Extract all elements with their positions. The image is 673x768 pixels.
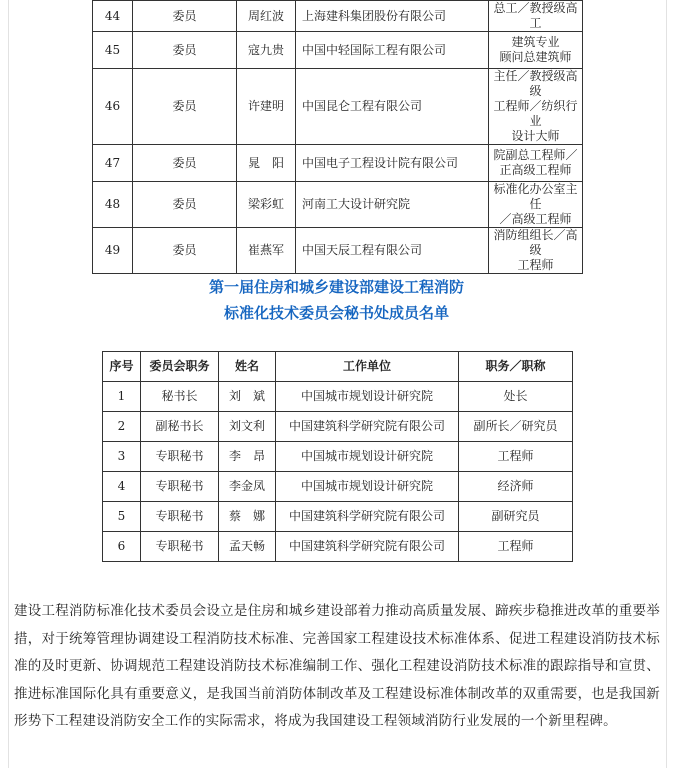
position-title: [489, 182, 583, 228]
member-name: 周红波: [237, 1, 296, 32]
committee-role: 委员: [133, 182, 237, 228]
position-title: 工程师: [459, 532, 573, 562]
position-line: 主任／教授级高级: [493, 69, 578, 98]
work-unit: 中国建筑科学研究院有限公司: [276, 532, 459, 562]
table-row: [93, 145, 583, 182]
position-title: [489, 69, 583, 145]
secretariat-title-line1: 第一届住房和城乡建设部建设工程消防: [208, 278, 464, 296]
secretariat-members-table: [102, 351, 573, 562]
committee-role: 委员: [133, 228, 237, 274]
header-company: 工作单位: [276, 352, 459, 382]
committee-role: 秘书长: [141, 382, 219, 412]
table-row: [93, 32, 583, 69]
committee-role: 专职秘书: [141, 502, 219, 532]
member-name: 梁彩虹: [237, 182, 296, 228]
work-unit: 河南工大设计研究院: [296, 182, 489, 228]
work-unit: 中国昆仑工程有限公司: [296, 69, 489, 145]
committee-role: 委员: [133, 145, 237, 182]
table-row: [93, 1, 583, 32]
table-row: [103, 472, 573, 502]
table-row: [93, 228, 583, 274]
row-number: 48: [93, 182, 133, 228]
table-row: [93, 69, 583, 145]
committee-role: 委员: [133, 32, 237, 69]
position-title: 副研究员: [459, 502, 573, 532]
position-line: 工程师／纺织行业: [493, 99, 578, 128]
row-number: 1: [103, 382, 141, 412]
position-title: 经济师: [459, 472, 573, 502]
position-line: ／高级工程师: [499, 212, 572, 226]
member-name: 蔡 娜: [219, 502, 276, 532]
work-unit: 中国电子工程设计院有限公司: [296, 145, 489, 182]
row-number: 47: [93, 145, 133, 182]
row-number: 45: [93, 32, 133, 69]
committee-role: 副秘书长: [141, 412, 219, 442]
table-row: [93, 182, 583, 228]
position-line: 标准化办公室主任: [493, 182, 578, 211]
page-left-border: [8, 0, 9, 768]
committee-members-table: [92, 0, 583, 274]
committee-role: 委员: [133, 1, 237, 32]
position-line: 建筑专业: [511, 35, 560, 49]
member-name: 晁 阳: [237, 145, 296, 182]
header-no: 序号: [103, 352, 141, 382]
member-name: 孟天畅: [219, 532, 276, 562]
committee-role: 专职秘书: [141, 532, 219, 562]
work-unit: 中国天辰工程有限公司: [296, 228, 489, 274]
committee-role: 专职秘书: [141, 442, 219, 472]
work-unit: 中国建筑科学研究院有限公司: [276, 502, 459, 532]
work-unit: 中国城市规划设计研究院: [276, 472, 459, 502]
page-right-border: [666, 0, 667, 768]
row-number: 44: [93, 1, 133, 32]
work-unit: 中国城市规划设计研究院: [276, 442, 459, 472]
member-name: 许建明: [237, 69, 296, 145]
position-title: 副所长／研究员: [459, 412, 573, 442]
work-unit: 上海建科集团股份有限公司: [296, 1, 489, 32]
member-name: 刘文利: [219, 412, 276, 442]
position-line: 院副总工程师／: [493, 148, 578, 162]
member-name: 寇九贵: [237, 32, 296, 69]
body-paragraph: 建设工程消防标准化技术委员会设立是住房和城乡建设部着力推动高质量发展、蹄疾步稳推进改革的重要举措，对于统筹管理协调建设工程消防技术标准、完善国家工程建设技术标准体系、促进工程建设消防技术标准的及时更新、协调规范工程建设消防技术标准编制工作、强化工程建设消防技术标准的跟踪指导和宣贯、推进标准国际化具有重要意义，是我国当前消防体制改革及工程建设标准体制改革的双重需要，也是我国新形势下工程建设消防安全工作的实际需求，将成为我国建设工程领域消防行业发展的一个新里程碑。: [14, 603, 660, 729]
table-row: [103, 412, 573, 442]
position-title: [489, 32, 583, 69]
table-row: [103, 382, 573, 412]
position-title: [489, 145, 583, 182]
position-line: 总工／教授级高工: [493, 1, 578, 30]
position-line: 顾问总建筑师: [499, 50, 572, 64]
position-line: 工程师: [517, 258, 554, 272]
header-name: 姓名: [219, 352, 276, 382]
work-unit: 中国城市规划设计研究院: [276, 382, 459, 412]
row-number: 2: [103, 412, 141, 442]
position-line: 正高级工程师: [499, 163, 572, 177]
member-name: 刘 斌: [219, 382, 276, 412]
position-line: 设计大师: [511, 129, 560, 143]
position-title: [489, 228, 583, 274]
work-unit: 中国建筑科学研究院有限公司: [276, 412, 459, 442]
member-name: 李金凤: [219, 472, 276, 502]
row-number: 4: [103, 472, 141, 502]
member-name: 崔燕军: [237, 228, 296, 274]
table-header-row: [103, 352, 573, 382]
position-title: [489, 1, 583, 32]
position-title: 工程师: [459, 442, 573, 472]
table-row: [103, 532, 573, 562]
row-number: 46: [93, 69, 133, 145]
committee-role: 委员: [133, 69, 237, 145]
row-number: 49: [93, 228, 133, 274]
row-number: 6: [103, 532, 141, 562]
work-unit: 中国中轻国际工程有限公司: [296, 32, 489, 69]
row-number: 3: [103, 442, 141, 472]
row-number: 5: [103, 502, 141, 532]
position-line: 消防组组长／高级: [493, 228, 578, 257]
secretariat-title-line2: 标准化技术委员会秘书处成员名单: [223, 304, 449, 322]
member-name: 李 昂: [219, 442, 276, 472]
committee-role: 专职秘书: [141, 472, 219, 502]
position-title: 处长: [459, 382, 573, 412]
header-role: 委员会职务: [141, 352, 219, 382]
table-row: [103, 442, 573, 472]
table-row: [103, 502, 573, 532]
header-position: 职务／职称: [459, 352, 573, 382]
